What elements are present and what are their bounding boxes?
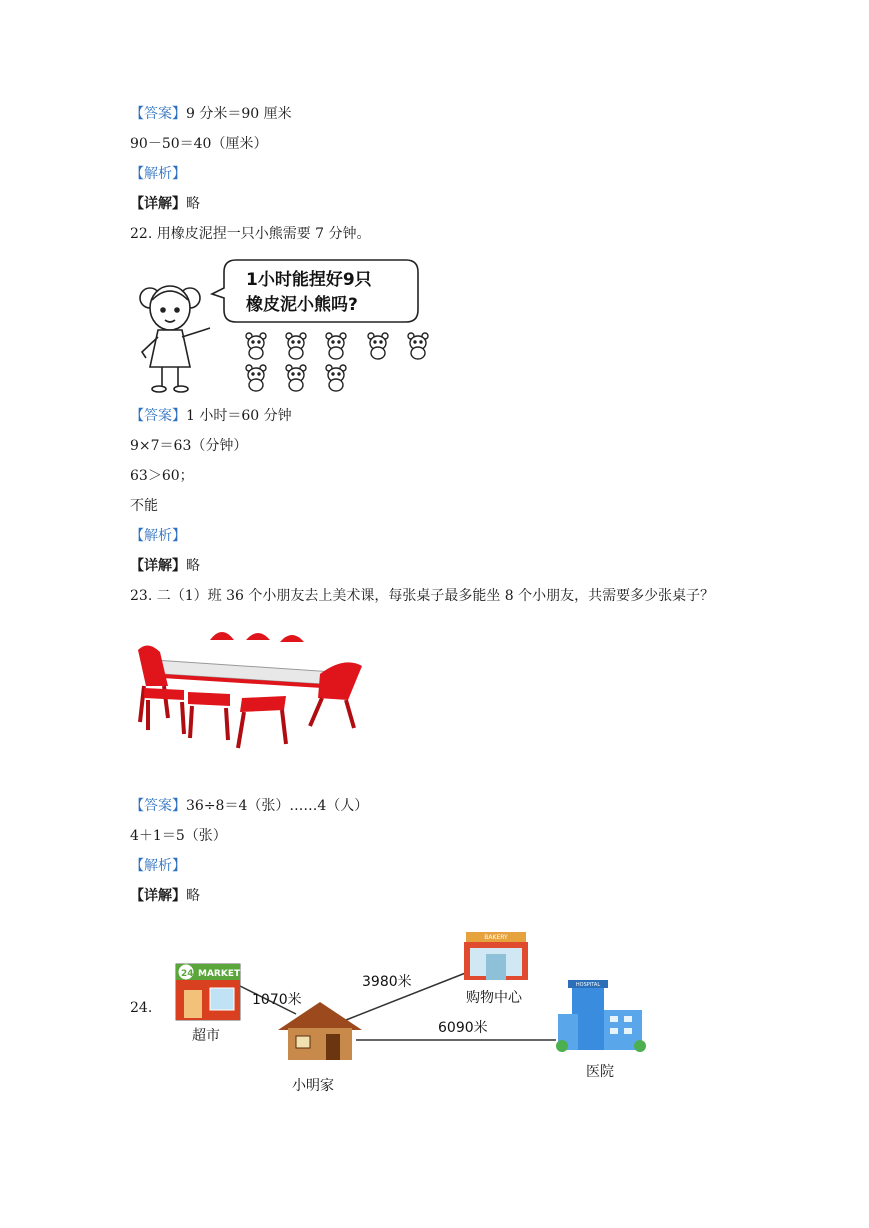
market-24: 24 [181,969,194,979]
label-supermarket: 超市 [192,1028,220,1044]
answer-tag: 【答案】 [130,798,186,814]
q22-answer-line2: 9×7＝63（分钟） [130,438,248,454]
label-home: 小明家 [292,1078,334,1094]
bear-icon [326,365,346,391]
q22-answer-line3: 63＞60； [130,468,194,484]
q23-answer-line2: 4＋1＝5（张） [130,828,227,844]
hospital-sign: HOSPITAL [575,982,601,988]
bubble-line1: 1小时能捏好9只 [246,270,372,290]
bear-icon [246,365,266,391]
bear-icon [286,333,306,359]
bear-icon [326,333,346,359]
q21-answer: 【答案】9 分米＝90 厘米 [130,106,292,122]
speech-bubble [212,260,418,322]
bubble-line2: 橡皮泥小熊吗? [246,295,358,315]
dist-hospital: 6090米 [438,1020,488,1036]
q21-analysis-tag: 【解析】 [130,166,186,182]
q22-answer: 【答案】1 小时＝60 分钟 [130,408,292,424]
market-sign: MARKET [198,969,241,979]
dist-supermarket: 1070米 [252,992,302,1008]
q23-answer: 【答案】36÷8＝4（张）……4（人） [130,798,369,814]
bear-icons [246,333,428,391]
bear-icon [368,333,388,359]
table-chairs-illustration [138,632,362,748]
bear-icon [408,333,428,359]
q23-question: 23. 二（1）班 36 个小朋友去上美术课，每张桌子最多能坐 8 个小朋友，共需要多少张桌子？ [130,588,715,604]
label-mall: 购物中心 [466,990,522,1006]
q22-detail: 【详解】略 [130,558,200,574]
q24-map-diagram [168,924,658,1100]
bear-icon [286,365,306,391]
q21-detail: 【详解】略 [130,196,200,212]
q23-analysis-tag: 【解析】 [130,858,186,874]
q23-detail: 【详解】略 [130,888,200,904]
q21-answer-line2: 90－50＝40（厘米） [130,136,268,152]
answer-tag: 【答案】 [130,408,186,424]
girl-illustration [140,286,210,392]
q22-analysis-tag: 【解析】 [130,528,186,544]
q23-table-chairs-figure [134,622,366,762]
answer-tag: 【答案】 [130,106,186,122]
supermarket-icon [176,964,241,1020]
q24-number: 24. [130,1000,153,1016]
q22-question: 22. 用橡皮泥捏一只小熊需要 7 分钟。 [130,226,371,242]
bear-icon [246,333,266,359]
hospital-icon [556,980,646,1052]
q22-figure [128,252,448,398]
dist-mall: 3980米 [362,974,412,990]
q22-answer-line4: 不能 [130,498,158,514]
bakery-sign: BAKERY [484,934,508,941]
label-hospital: 医院 [586,1064,614,1080]
bakery-icon [464,932,528,980]
